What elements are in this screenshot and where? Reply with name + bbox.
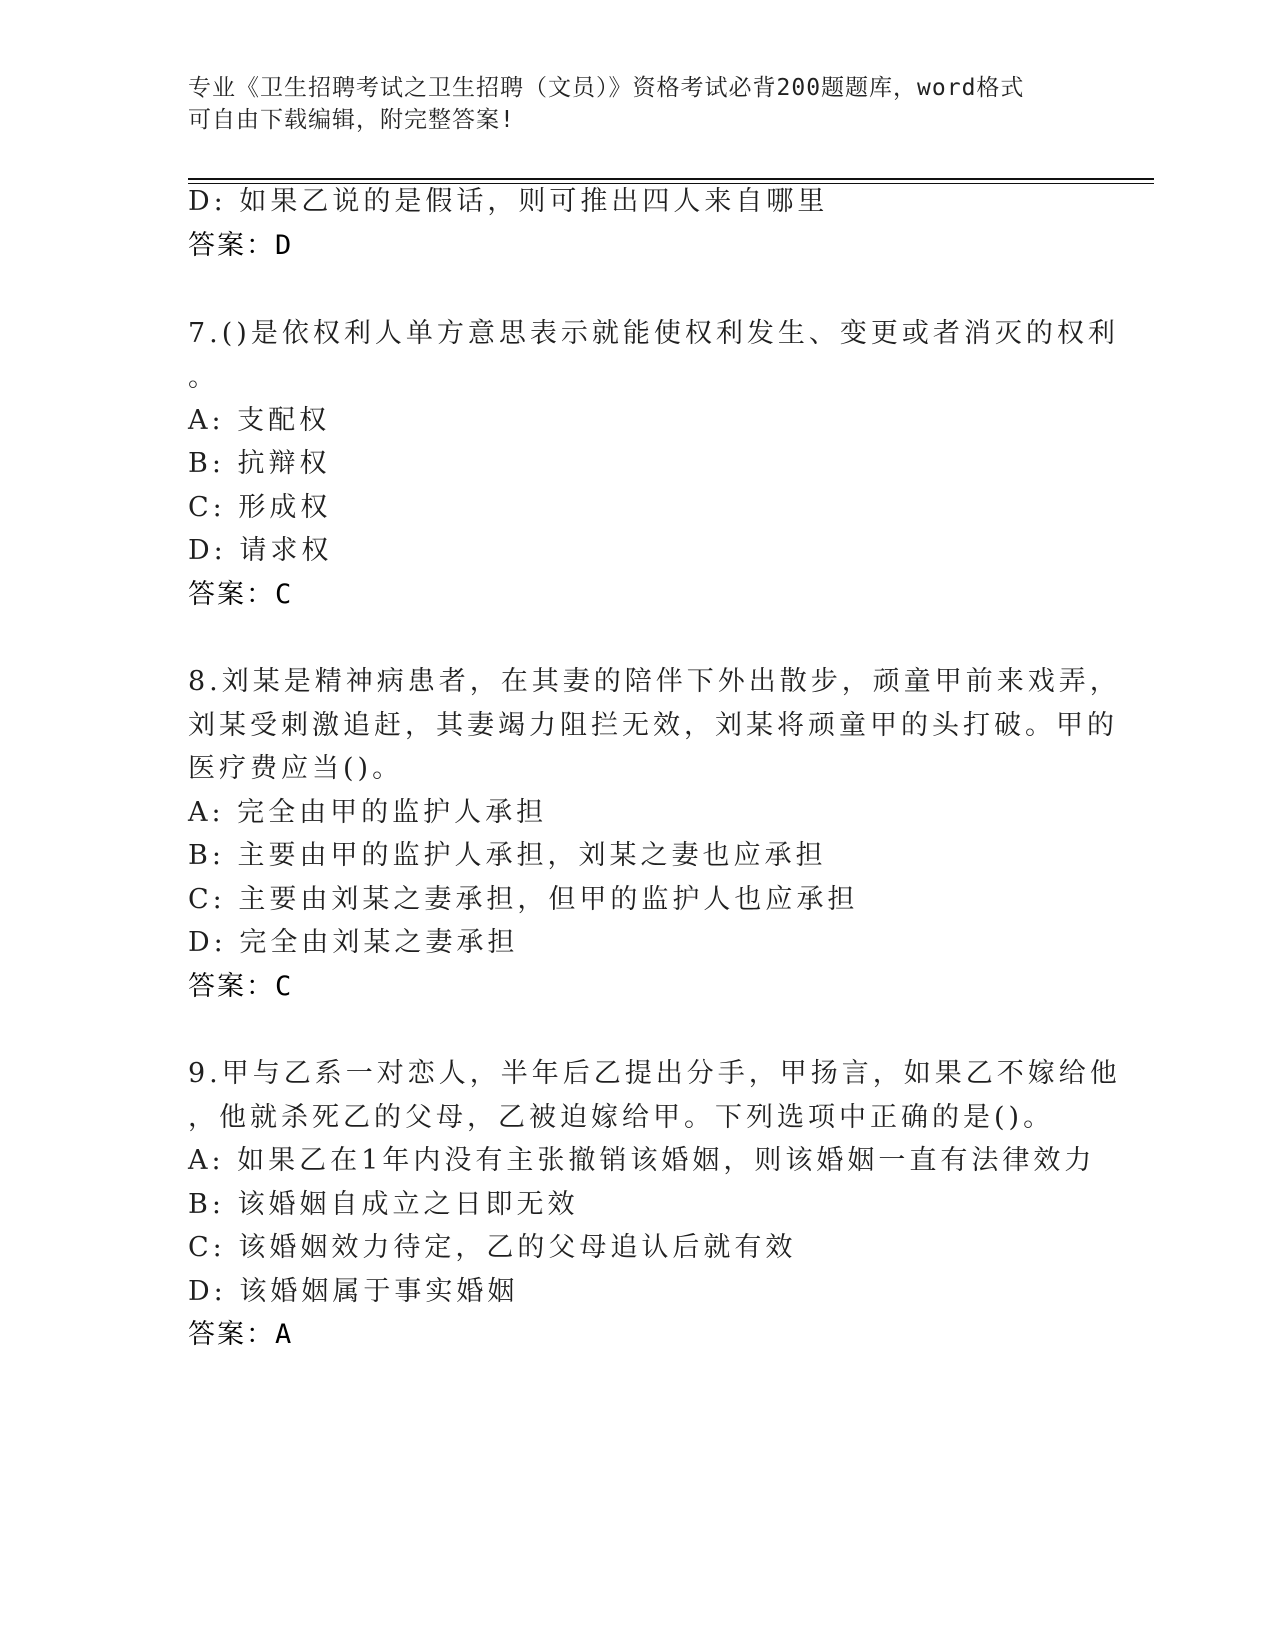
q9-option-a: A: 如果乙在1年内没有主张撤销该婚姻，则该婚姻一直有法律效力 <box>188 1145 1096 1176</box>
q7-option-a: A: 支配权 <box>188 405 331 436</box>
q8-option-a: A: 完全由甲的监护人承担 <box>188 797 548 828</box>
q7-option-d: D: 请求权 <box>188 535 333 566</box>
answer-label: 答案： <box>188 579 275 610</box>
q8-stem-line-1: 8.刘某是精神病患者，在其妻的陪伴下外出散步，顽童甲前来戏弄， <box>188 666 1121 697</box>
answer-value: A <box>275 1319 294 1350</box>
q7-stem-line-2: 。 <box>188 362 219 393</box>
prev-question-answer <box>188 228 293 264</box>
answer-label: 答案： <box>188 1319 275 1350</box>
q7-option-c: C: 形成权 <box>188 492 332 523</box>
header-divider-thick <box>188 178 1154 180</box>
q8-stem-line-3: 医疗费应当()。 <box>188 753 404 784</box>
q8-stem-line-2: 刘某受刺激追赶，其妻竭力阻拦无效，刘某将顽童甲的头打破。甲的 <box>188 710 1118 741</box>
answer-label: 答案： <box>188 971 275 1002</box>
header-title-line-2: 可自由下载编辑，附完整答案! <box>188 107 515 133</box>
q9-option-b: B: 该婚姻自成立之日即无效 <box>188 1189 579 1220</box>
q7-answer <box>188 577 293 613</box>
q8-option-d: D: 完全由刘某之妻承担 <box>188 927 519 958</box>
q9-option-c: C: 该婚姻效力待定，乙的父母追认后就有效 <box>188 1232 797 1263</box>
q8-option-b: B: 主要由甲的监护人承担，刘某之妻也应承担 <box>188 840 827 871</box>
page-header <box>188 72 1068 136</box>
answer-value: C <box>275 579 294 610</box>
answer-value: D <box>275 230 294 261</box>
answer-label: 答案： <box>188 230 275 261</box>
prev-question-option-d: D: 如果乙说的是假话，则可推出四人来自哪里 <box>188 186 829 217</box>
q9-option-d: D: 该婚姻属于事实婚姻 <box>188 1276 519 1307</box>
header-title-line-1: 专业《卫生招聘考试之卫生招聘（文员）》资格考试必背200题题库，word格式 <box>188 75 1025 101</box>
q9-stem-line-1: 9.甲与乙系一对恋人，半年后乙提出分手，甲扬言，如果乙不嫁给他 <box>188 1058 1121 1089</box>
q8-option-c: C: 主要由刘某之妻承担，但甲的监护人也应承担 <box>188 884 859 915</box>
answer-value: C <box>275 971 294 1002</box>
q8-answer <box>188 969 293 1005</box>
q9-stem-line-2: ，他就杀死乙的父母，乙被迫嫁给甲。下列选项中正确的是()。 <box>188 1102 1055 1133</box>
q7-stem-line-1: 7.()是依权利人单方意思表示就能使权利发生、变更或者消灭的权利 <box>188 318 1119 349</box>
q7-option-b: B: 抗辩权 <box>188 448 331 479</box>
q9-answer <box>188 1317 293 1353</box>
